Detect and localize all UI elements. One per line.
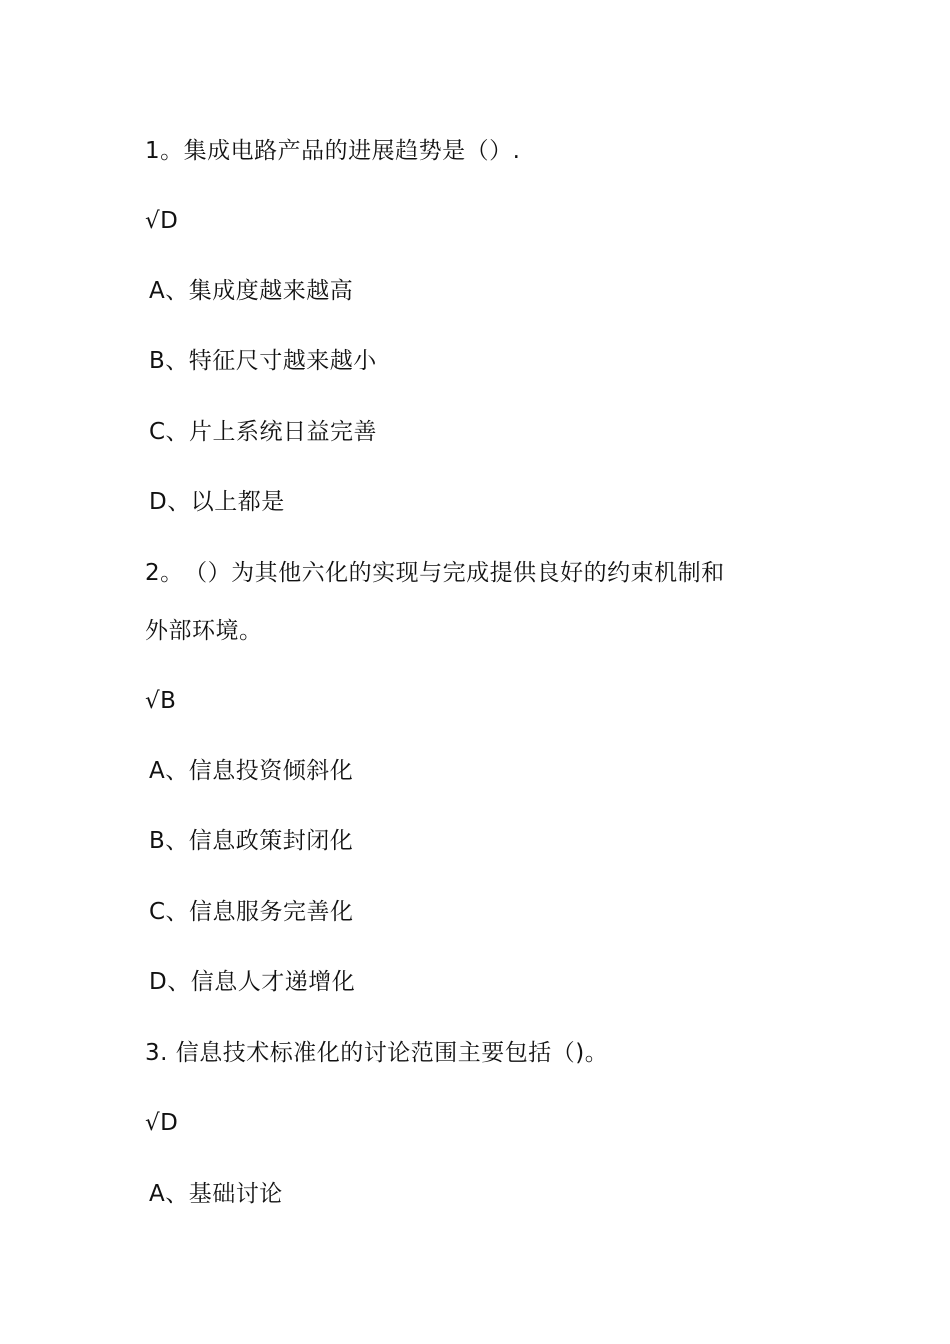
- question-1-answer: √D: [145, 208, 179, 234]
- question-1-option-b: B、特征尺寸越来越小: [149, 348, 377, 374]
- question-1-option-c: C、片上系统日益完善: [149, 419, 378, 445]
- question-1-option-a: A、集成度越来越高: [149, 278, 354, 304]
- question-2-option-b: B、信息政策封闭化: [149, 828, 354, 854]
- question-2-option-d: D、信息人才递增化: [149, 969, 356, 995]
- question-2-stem-line-1: 2。 （）为其他六化的实现与完成提供良好的约束机制和: [145, 560, 725, 586]
- question-2-answer: √B: [145, 688, 177, 714]
- question-2-option-c: C、信息服务完善化: [149, 899, 354, 925]
- question-3-option-a: A、基础讨论: [149, 1181, 283, 1207]
- question-2-option-a: A、信息投资倾斜化: [149, 758, 354, 784]
- question-2-stem-line-2: 外部环境。: [145, 618, 263, 644]
- question-3-answer: √D: [145, 1110, 179, 1136]
- question-1-option-d: D、以上都是: [149, 489, 285, 515]
- question-1-stem: 1。集成电路产品的进展趋势是（）.: [145, 138, 521, 164]
- question-3-stem: 3. 信息技术标准化的讨论范围主要包括（)。: [145, 1040, 609, 1066]
